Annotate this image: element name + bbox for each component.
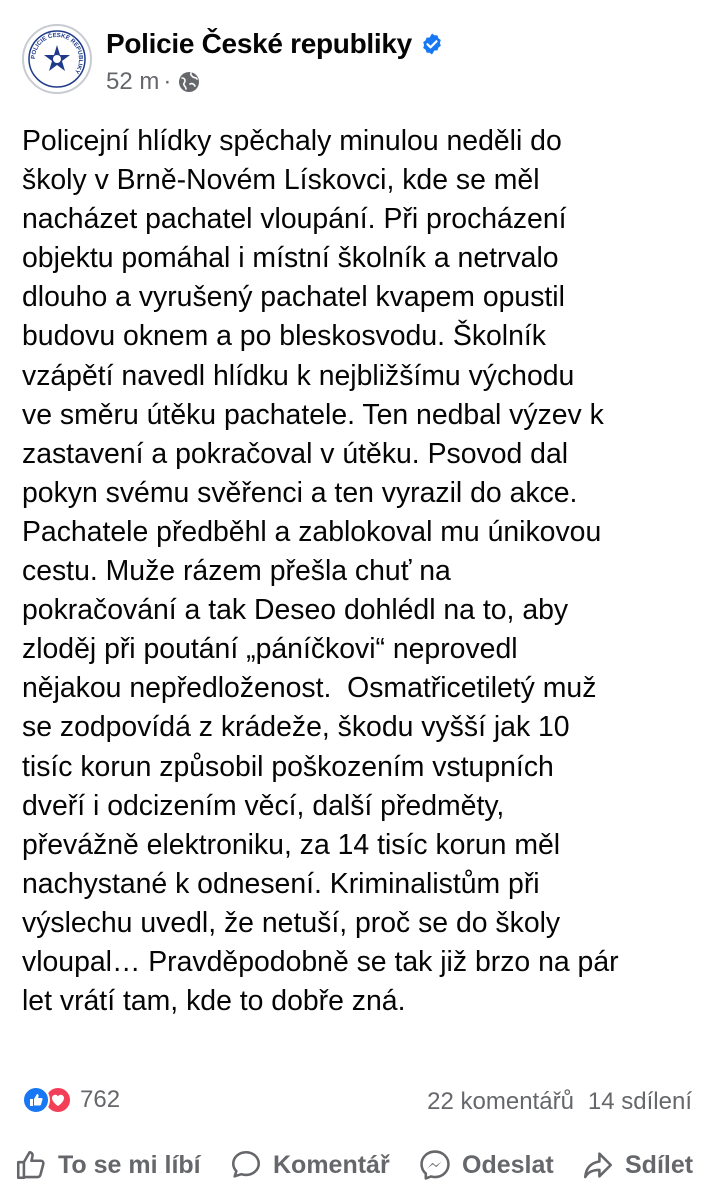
- like-button[interactable]: [14, 1148, 201, 1182]
- verified-badge-icon: [420, 32, 444, 56]
- send-button[interactable]: [418, 1148, 554, 1182]
- comment-button-label: Komentář: [273, 1150, 390, 1179]
- post-time[interactable]: 52 m: [106, 68, 160, 95]
- post-stats: [22, 1086, 692, 1120]
- share-button[interactable]: [581, 1148, 693, 1182]
- comment-button[interactable]: [229, 1148, 390, 1182]
- reactions-summary[interactable]: [22, 1086, 120, 1114]
- page-avatar[interactable]: [22, 24, 92, 94]
- share-arrow-icon: [581, 1148, 615, 1182]
- post-action-bar: [0, 1148, 711, 1190]
- meta-separator: ·: [163, 68, 172, 95]
- send-button-label: Odeslat: [462, 1150, 554, 1179]
- post-meta: [106, 68, 201, 96]
- reaction-count: 762: [80, 1086, 121, 1113]
- like-reaction-icon: [22, 1086, 50, 1114]
- globe-icon: [177, 70, 201, 94]
- page-name[interactable]: Policie České republiky: [106, 28, 412, 59]
- post-header: [22, 20, 692, 100]
- like-button-label: To se mi líbí: [58, 1150, 201, 1179]
- comment-bubble-icon: [229, 1148, 263, 1182]
- avatar-ring-text: POLICIE ČESKÉ REPUBLIKY: [30, 32, 84, 75]
- police-logo-icon: [26, 28, 88, 90]
- post-body-text: Policejní hlídky spěchaly minulou neděli do školy v Brně-Novém Lískovci, kde se měl nacházet pachatel vloupání. Při procházení objektu pomáhal i místní školník a netrvalo dlouho a vyrušený pachatel kvapem opustil budovu oknem a po bleskosvodu. Školník vzápětí navedl hlídku k nejbližšímu východu ve směru útěku pachatele. Ten nedbal výzev k zastavení a pokračoval v útěku. Psovod dal pokyn svému svěřenci a ten vyrazil do akce. Pachatele předběhl a zablokoval mu únikovou cestu. Muže rázem přešla chuť na pokračování a tak Deseo dohlédl na to, aby zloděj při poutání „páníčkovi“ neprovedl nějakou nepředloženost. Osmatřicetiletý muž se zodpovídá z krádeže, škodu vyšší jak 10 tisíc korun způsobil poškozením vstupních dveří i odcizením věcí, další předměty, převážně elektroniku, za 14 tisíc korun měl nachystané k odnesení. Kriminalistům při výslechu uvedl, že netuší, proč se do školy vloupal… Pravděpodobně se tak již brzo na pár let vrátí tam, kde to dobře zná.: [22, 125, 619, 1018]
- messenger-icon: [418, 1148, 452, 1182]
- shares-count[interactable]: 14 sdílení: [587, 1088, 692, 1115]
- comments-count[interactable]: 22 komentářů: [427, 1088, 574, 1115]
- share-button-label: Sdílet: [625, 1150, 694, 1179]
- thumbs-up-icon: [14, 1148, 48, 1182]
